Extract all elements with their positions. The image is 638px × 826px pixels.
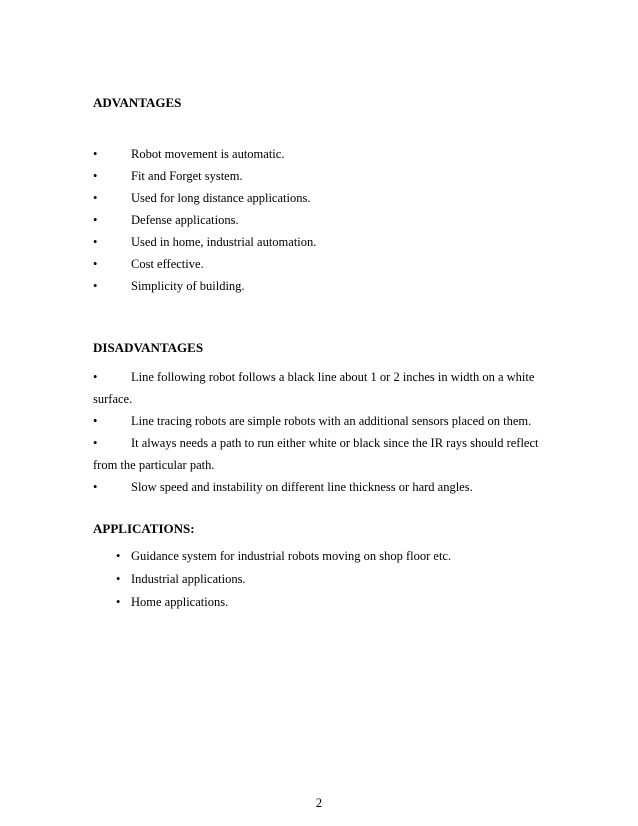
advantages-list bbox=[93, 143, 553, 297]
list-item-text: Cost effective. bbox=[131, 257, 204, 271]
list-item-text: It always needs a path to run either white or black since the IR rays should reflect bbox=[131, 436, 539, 450]
list-item bbox=[93, 432, 543, 476]
list-item bbox=[116, 568, 536, 591]
bullet-icon: • bbox=[93, 436, 98, 450]
list-item-text: Used for long distance applications. bbox=[131, 191, 311, 205]
list-item bbox=[116, 591, 536, 614]
list-item bbox=[93, 366, 543, 410]
list-item-text: Line following robot follows a black line about 1 or 2 inches in width on a white bbox=[131, 370, 535, 384]
list-item-text: Home applications. bbox=[131, 595, 229, 609]
bullet-icon: • bbox=[93, 147, 98, 161]
list-item-text: Fit and Forget system. bbox=[131, 169, 243, 183]
bullet-icon: • bbox=[93, 370, 98, 384]
disadvantages-heading: DISADVANTAGES bbox=[93, 340, 204, 355]
bullet-icon: • bbox=[93, 191, 98, 205]
list-item-continuation: from the particular path. bbox=[93, 458, 215, 472]
list-item bbox=[93, 231, 553, 253]
disadvantages-list bbox=[93, 366, 543, 498]
bullet-icon: • bbox=[93, 213, 98, 227]
bullet-icon: • bbox=[116, 595, 121, 609]
list-item-text: Simplicity of building. bbox=[131, 279, 245, 293]
advantages-heading: ADVANTAGES bbox=[93, 95, 182, 110]
list-item bbox=[93, 187, 553, 209]
list-item-text: Guidance system for industrial robots moving on shop floor etc. bbox=[131, 549, 452, 563]
applications-heading: APPLICATIONS: bbox=[93, 521, 195, 536]
bullet-icon: • bbox=[93, 169, 98, 183]
bullet-icon: • bbox=[116, 549, 121, 563]
bullet-icon: • bbox=[93, 414, 98, 428]
bullet-icon: • bbox=[93, 279, 98, 293]
bullet-icon: • bbox=[93, 480, 98, 494]
list-item bbox=[93, 410, 543, 432]
bullet-icon: • bbox=[93, 235, 98, 249]
list-item bbox=[116, 545, 536, 568]
list-item-text: Robot movement is automatic. bbox=[131, 147, 285, 161]
list-item bbox=[93, 209, 553, 231]
list-item-text: Industrial applications. bbox=[131, 572, 246, 586]
page-number: 2 bbox=[315, 796, 323, 810]
list-item bbox=[93, 476, 543, 498]
list-item-continuation: surface. bbox=[93, 392, 133, 406]
bullet-icon: • bbox=[116, 572, 121, 586]
applications-list bbox=[116, 545, 536, 614]
list-item bbox=[93, 253, 553, 275]
list-item-text: Defense applications. bbox=[131, 213, 239, 227]
list-item bbox=[93, 275, 553, 297]
list-item-text: Line tracing robots are simple robots with an additional sensors placed on them. bbox=[131, 414, 532, 428]
list-item bbox=[93, 165, 553, 187]
bullet-icon: • bbox=[93, 257, 98, 271]
list-item-text: Used in home, industrial automation. bbox=[131, 235, 317, 249]
list-item-text: Slow speed and instability on different line thickness or hard angles. bbox=[131, 480, 473, 494]
list-item bbox=[93, 143, 553, 165]
